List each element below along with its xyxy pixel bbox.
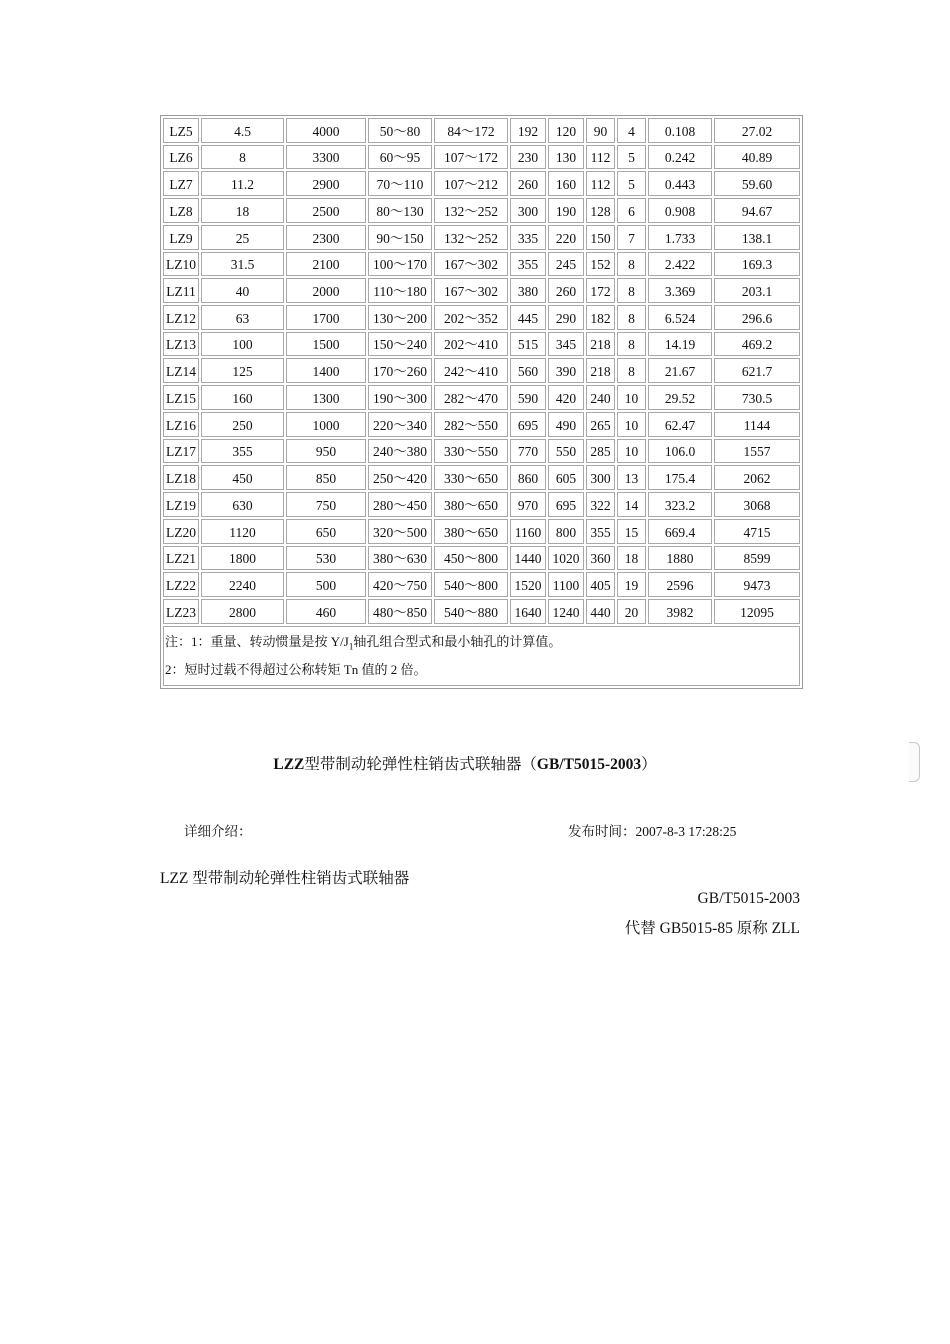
table-cell: 750 bbox=[286, 492, 366, 517]
table-cell: 203.1 bbox=[714, 278, 800, 303]
note-cell bbox=[163, 626, 800, 686]
detail-label: 详细介绍： bbox=[184, 824, 252, 839]
table-cell: 380～630 bbox=[368, 546, 432, 571]
table-cell: 445 bbox=[510, 305, 546, 330]
table-cell: LZ20 bbox=[163, 519, 199, 544]
table-cell: 9473 bbox=[714, 572, 800, 597]
table-cell: 192 bbox=[510, 118, 546, 143]
table-cell: 355 bbox=[510, 252, 546, 277]
heading-code: GB/T5015-2003 bbox=[536, 756, 642, 773]
table-cell: 380～650 bbox=[434, 519, 508, 544]
table-cell: 296.6 bbox=[714, 305, 800, 330]
table-cell: 0.443 bbox=[648, 171, 712, 196]
table-cell: 530 bbox=[286, 546, 366, 571]
table-row bbox=[163, 385, 800, 410]
table-cell: 8 bbox=[617, 278, 646, 303]
table-cell: LZ23 bbox=[163, 599, 199, 624]
note1-text: 注：1：重量、转动惯量是按 Y/J bbox=[165, 633, 349, 649]
table-cell: LZ7 bbox=[163, 171, 199, 196]
table-cell: 250～420 bbox=[368, 465, 432, 490]
table-row bbox=[163, 171, 800, 196]
table-row bbox=[163, 145, 800, 170]
table-cell: 330～550 bbox=[434, 439, 508, 464]
table-cell: 355 bbox=[201, 439, 284, 464]
table-cell: 650 bbox=[286, 519, 366, 544]
table-cell: 300 bbox=[586, 465, 615, 490]
table-cell: 1500 bbox=[286, 332, 366, 357]
table-cell: 6.524 bbox=[648, 305, 712, 330]
table-cell: 1000 bbox=[286, 412, 366, 437]
table-cell: 380～650 bbox=[434, 492, 508, 517]
table-cell: 8 bbox=[617, 358, 646, 383]
table-cell: 21.67 bbox=[648, 358, 712, 383]
table-cell: 40 bbox=[201, 278, 284, 303]
table-cell: 130～200 bbox=[368, 305, 432, 330]
table-cell: 6 bbox=[617, 198, 646, 223]
table-cell: 3982 bbox=[648, 599, 712, 624]
table-body bbox=[163, 118, 800, 624]
table-cell: 0.108 bbox=[648, 118, 712, 143]
table-cell: 132～252 bbox=[434, 225, 508, 250]
table-cell: 3.369 bbox=[648, 278, 712, 303]
table-cell: 20 bbox=[617, 599, 646, 624]
table-row bbox=[163, 546, 800, 571]
table-cell: 590 bbox=[510, 385, 546, 410]
table-cell: 970 bbox=[510, 492, 546, 517]
table-cell: LZ18 bbox=[163, 465, 199, 490]
table-cell: 169.3 bbox=[714, 252, 800, 277]
table-cell: 290 bbox=[548, 305, 584, 330]
table-cell: 695 bbox=[510, 412, 546, 437]
product-name: LZZ 型带制动轮弹性柱销齿式联轴器 bbox=[160, 870, 410, 887]
table-cell: 330～650 bbox=[434, 465, 508, 490]
table-cell: 730.5 bbox=[714, 385, 800, 410]
table-cell: 1300 bbox=[286, 385, 366, 410]
table-cell: LZ10 bbox=[163, 252, 199, 277]
table-cell: 630 bbox=[201, 492, 284, 517]
table-cell: 695 bbox=[548, 492, 584, 517]
table-cell: 2900 bbox=[286, 171, 366, 196]
table-cell: 4.5 bbox=[201, 118, 284, 143]
table-cell: 63 bbox=[201, 305, 284, 330]
table-cell: 2062 bbox=[714, 465, 800, 490]
table-cell: 8599 bbox=[714, 546, 800, 571]
table-cell: 10 bbox=[617, 439, 646, 464]
note1-text-end: 轴孔组合型式和最小轴孔的计算值。 bbox=[353, 633, 562, 649]
table-cell: 80～130 bbox=[368, 198, 432, 223]
table-cell: 59.60 bbox=[714, 171, 800, 196]
table-cell: 172 bbox=[586, 278, 615, 303]
table-cell: 285 bbox=[586, 439, 615, 464]
table-cell: 100～170 bbox=[368, 252, 432, 277]
table-cell: 420～750 bbox=[368, 572, 432, 597]
table-cell: 60～95 bbox=[368, 145, 432, 170]
table-cell: 621.7 bbox=[714, 358, 800, 383]
table-row bbox=[163, 225, 800, 250]
table-cell: 1.733 bbox=[648, 225, 712, 250]
spec-table bbox=[160, 115, 803, 689]
table-cell: 605 bbox=[548, 465, 584, 490]
table-cell: 107～172 bbox=[434, 145, 508, 170]
table-row bbox=[163, 465, 800, 490]
table-cell: 469.2 bbox=[714, 332, 800, 357]
table-cell: 220～340 bbox=[368, 412, 432, 437]
table-cell: 260 bbox=[548, 278, 584, 303]
table-cell: 5 bbox=[617, 171, 646, 196]
table-cell: 112 bbox=[586, 171, 615, 196]
table-cell: 202～352 bbox=[434, 305, 508, 330]
table-cell: LZ21 bbox=[163, 546, 199, 571]
table-cell: 1100 bbox=[548, 572, 584, 597]
table-cell: 110～180 bbox=[368, 278, 432, 303]
table-row bbox=[163, 599, 800, 624]
table-cell: 13 bbox=[617, 465, 646, 490]
table-cell: 2596 bbox=[648, 572, 712, 597]
note-row bbox=[163, 626, 800, 686]
table-cell: 480～850 bbox=[368, 599, 432, 624]
table-cell: LZ17 bbox=[163, 439, 199, 464]
table-cell: 14.19 bbox=[648, 332, 712, 357]
table-cell: 11.2 bbox=[201, 171, 284, 196]
table-cell: 175.4 bbox=[648, 465, 712, 490]
table-cell: 2000 bbox=[286, 278, 366, 303]
table-row bbox=[163, 198, 800, 223]
table-cell: 490 bbox=[548, 412, 584, 437]
table-cell: 100 bbox=[201, 332, 284, 357]
table-cell: 150 bbox=[586, 225, 615, 250]
table-cell: 800 bbox=[548, 519, 584, 544]
table-cell: 1020 bbox=[548, 546, 584, 571]
table-cell: 19 bbox=[617, 572, 646, 597]
table-cell: 950 bbox=[286, 439, 366, 464]
table-cell: 182 bbox=[586, 305, 615, 330]
table-cell: 515 bbox=[510, 332, 546, 357]
table-cell: 390 bbox=[548, 358, 584, 383]
table-cell: 560 bbox=[510, 358, 546, 383]
table-cell: 850 bbox=[286, 465, 366, 490]
table-cell: 1144 bbox=[714, 412, 800, 437]
table-cell: LZ5 bbox=[163, 118, 199, 143]
table-cell: 167～302 bbox=[434, 278, 508, 303]
table-cell: 29.52 bbox=[648, 385, 712, 410]
table-cell: 8 bbox=[201, 145, 284, 170]
table-cell: LZ22 bbox=[163, 572, 199, 597]
page-heading bbox=[0, 752, 930, 774]
table-cell: 2100 bbox=[286, 252, 366, 277]
table-cell: 160 bbox=[548, 171, 584, 196]
table-cell: 220 bbox=[548, 225, 584, 250]
table-cell: 323.2 bbox=[648, 492, 712, 517]
heading-prefix: LZZ bbox=[273, 756, 305, 773]
table-cell: 242～410 bbox=[434, 358, 508, 383]
table-cell: 355 bbox=[586, 519, 615, 544]
table-row bbox=[163, 492, 800, 517]
table-cell: 18 bbox=[201, 198, 284, 223]
table-cell: 15 bbox=[617, 519, 646, 544]
table-cell: 1880 bbox=[648, 546, 712, 571]
table-cell: 5 bbox=[617, 145, 646, 170]
table-row bbox=[163, 412, 800, 437]
table-row bbox=[163, 572, 800, 597]
table-cell: LZ14 bbox=[163, 358, 199, 383]
table-cell: 120 bbox=[548, 118, 584, 143]
table-cell: 770 bbox=[510, 439, 546, 464]
table-cell: 50～80 bbox=[368, 118, 432, 143]
table-cell: 8 bbox=[617, 332, 646, 357]
table-cell: 132～252 bbox=[434, 198, 508, 223]
table-row bbox=[163, 439, 800, 464]
note1-subscript: 1 bbox=[348, 641, 354, 652]
table-cell: 128 bbox=[586, 198, 615, 223]
heading-suffix: ） bbox=[641, 756, 657, 773]
table-cell: 138.1 bbox=[714, 225, 800, 250]
table-cell: 0.908 bbox=[648, 198, 712, 223]
table-cell: 250 bbox=[201, 412, 284, 437]
table-cell: 282～550 bbox=[434, 412, 508, 437]
table-row bbox=[163, 305, 800, 330]
table-cell: 282～470 bbox=[434, 385, 508, 410]
table-cell: 1700 bbox=[286, 305, 366, 330]
table-cell: 450 bbox=[201, 465, 284, 490]
table-row bbox=[163, 332, 800, 357]
table-cell: 90 bbox=[586, 118, 615, 143]
table-cell: 265 bbox=[586, 412, 615, 437]
table-cell: 240 bbox=[586, 385, 615, 410]
table-cell: 440 bbox=[586, 599, 615, 624]
table-cell: LZ15 bbox=[163, 385, 199, 410]
table-cell: 320～500 bbox=[368, 519, 432, 544]
table-cell: 218 bbox=[586, 358, 615, 383]
table-cell: 90～150 bbox=[368, 225, 432, 250]
table-cell: 125 bbox=[201, 358, 284, 383]
table-cell: 7 bbox=[617, 225, 646, 250]
table-cell: 190～300 bbox=[368, 385, 432, 410]
table-cell: 460 bbox=[286, 599, 366, 624]
table-cell: 669.4 bbox=[648, 519, 712, 544]
table-cell: LZ19 bbox=[163, 492, 199, 517]
table-cell: 84～172 bbox=[434, 118, 508, 143]
table-cell: LZ11 bbox=[163, 278, 199, 303]
table-cell: LZ6 bbox=[163, 145, 199, 170]
table-cell: 420 bbox=[548, 385, 584, 410]
table-cell: 3068 bbox=[714, 492, 800, 517]
table-cell: 4715 bbox=[714, 519, 800, 544]
table-cell: 2240 bbox=[201, 572, 284, 597]
table-cell: 170～260 bbox=[368, 358, 432, 383]
table-cell: 62.47 bbox=[648, 412, 712, 437]
table-cell: 345 bbox=[548, 332, 584, 357]
table-cell: 1557 bbox=[714, 439, 800, 464]
table-cell: 1400 bbox=[286, 358, 366, 383]
table-cell: 540～880 bbox=[434, 599, 508, 624]
table-cell: 2500 bbox=[286, 198, 366, 223]
table-cell: 14 bbox=[617, 492, 646, 517]
table-cell: 405 bbox=[586, 572, 615, 597]
table-cell: 8 bbox=[617, 305, 646, 330]
table-cell: 107～212 bbox=[434, 171, 508, 196]
note-line-2: 2：短时过载不得超过公称转矩 Tn 值的 2 倍。 bbox=[165, 662, 427, 678]
table-cell: 4000 bbox=[286, 118, 366, 143]
table-cell: LZ16 bbox=[163, 412, 199, 437]
table-cell: 280～450 bbox=[368, 492, 432, 517]
table-cell: 0.242 bbox=[648, 145, 712, 170]
table-cell: 167～302 bbox=[434, 252, 508, 277]
table-cell: 1160 bbox=[510, 519, 546, 544]
table-cell: LZ9 bbox=[163, 225, 199, 250]
publish-time: 发布时间：2007-8-3 17:28:25 bbox=[568, 824, 737, 839]
table-cell: 360 bbox=[586, 546, 615, 571]
table-cell: 27.02 bbox=[714, 118, 800, 143]
table-cell: 4 bbox=[617, 118, 646, 143]
table-cell: 2300 bbox=[286, 225, 366, 250]
table-cell: 1640 bbox=[510, 599, 546, 624]
table-cell: 130 bbox=[548, 145, 584, 170]
replaces-note: 代替 GB5015-85 原称 ZLL bbox=[624, 920, 800, 937]
table-cell: 10 bbox=[617, 412, 646, 437]
table-cell: LZ12 bbox=[163, 305, 199, 330]
table-cell: 1800 bbox=[201, 546, 284, 571]
table-cell: 300 bbox=[510, 198, 546, 223]
table-cell: 240～380 bbox=[368, 439, 432, 464]
table-cell: 2.422 bbox=[648, 252, 712, 277]
table-cell: 230 bbox=[510, 145, 546, 170]
table-cell: 1520 bbox=[510, 572, 546, 597]
table-cell: 25 bbox=[201, 225, 284, 250]
table-cell: 8 bbox=[617, 252, 646, 277]
table-cell: 260 bbox=[510, 171, 546, 196]
table-cell: 860 bbox=[510, 465, 546, 490]
table-cell: 3300 bbox=[286, 145, 366, 170]
table-cell: 322 bbox=[586, 492, 615, 517]
table-row bbox=[163, 358, 800, 383]
table-cell: 12095 bbox=[714, 599, 800, 624]
table-cell: 2800 bbox=[201, 599, 284, 624]
table-cell: 218 bbox=[586, 332, 615, 357]
table-cell: 70～110 bbox=[368, 171, 432, 196]
table-row bbox=[163, 519, 800, 544]
table-cell: 150～240 bbox=[368, 332, 432, 357]
table-cell: 190 bbox=[548, 198, 584, 223]
table-row bbox=[163, 118, 800, 143]
table-cell: 31.5 bbox=[201, 252, 284, 277]
table-cell: 106.0 bbox=[648, 439, 712, 464]
table-cell: 160 bbox=[201, 385, 284, 410]
table-cell: 152 bbox=[586, 252, 615, 277]
table-cell: 450～800 bbox=[434, 546, 508, 571]
table-cell: 380 bbox=[510, 278, 546, 303]
table-cell: 112 bbox=[586, 145, 615, 170]
table-cell: 335 bbox=[510, 225, 546, 250]
table-cell: 40.89 bbox=[714, 145, 800, 170]
table-cell: 1120 bbox=[201, 519, 284, 544]
table-cell: 202～410 bbox=[434, 332, 508, 357]
note-line-1 bbox=[165, 630, 798, 659]
table-cell: 540～800 bbox=[434, 572, 508, 597]
table-cell: 18 bbox=[617, 546, 646, 571]
table-cell: 1440 bbox=[510, 546, 546, 571]
table-cell: LZ8 bbox=[163, 198, 199, 223]
heading-middle: 型带制动轮弹性柱销齿式联轴器（ bbox=[304, 756, 537, 773]
table-cell: 10 bbox=[617, 385, 646, 410]
table-cell: 94.67 bbox=[714, 198, 800, 223]
table-row bbox=[163, 252, 800, 277]
table-cell: 1240 bbox=[548, 599, 584, 624]
table-cell: LZ13 bbox=[163, 332, 199, 357]
standard-number: GB/T5015-2003 bbox=[697, 890, 800, 907]
table-cell: 500 bbox=[286, 572, 366, 597]
table-row bbox=[163, 278, 800, 303]
table-cell: 550 bbox=[548, 439, 584, 464]
table-cell: 245 bbox=[548, 252, 584, 277]
